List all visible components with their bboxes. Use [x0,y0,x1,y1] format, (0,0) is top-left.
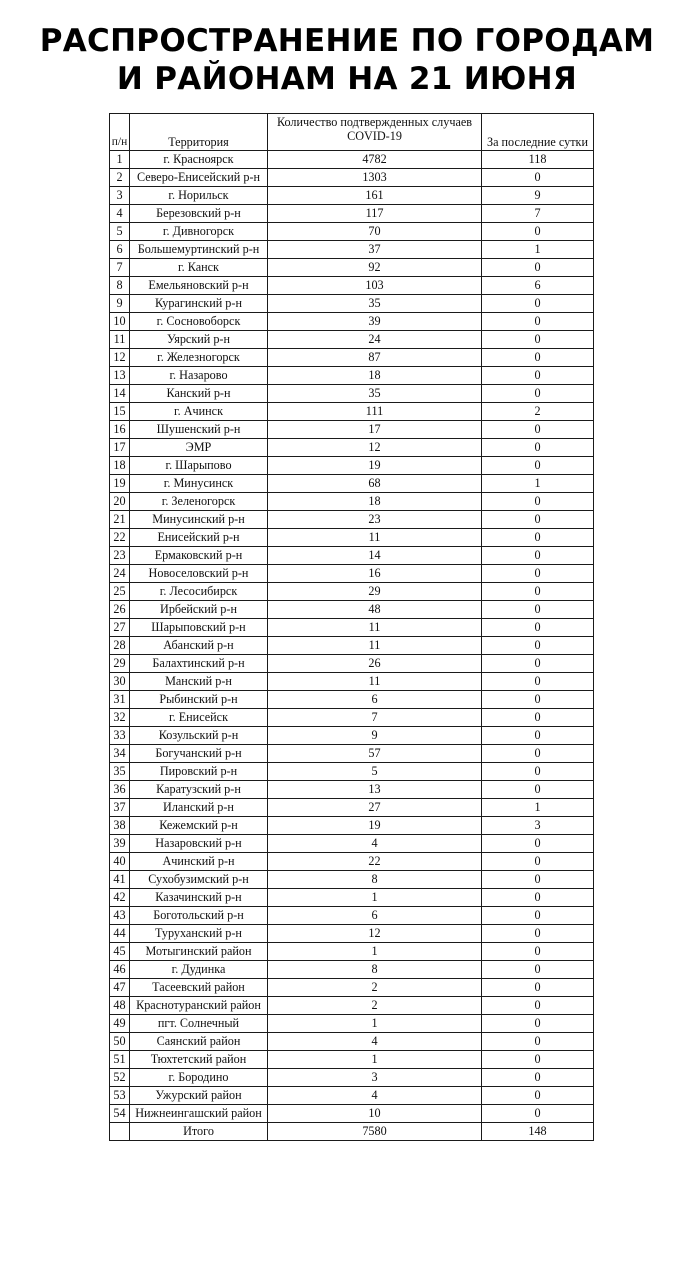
table-row [110,889,594,907]
table-row [110,421,594,439]
table-row [110,403,594,421]
header-num: п/н [110,114,130,151]
count-cell: 9 [268,727,482,745]
count-cell: 4 [268,1087,482,1105]
count-cell: 24 [268,331,482,349]
table-row [110,475,594,493]
table-row [110,547,594,565]
row-number: 46 [110,961,130,979]
row-number: 31 [110,691,130,709]
territory-cell: Пировский р-н [130,763,268,781]
last-day-cell: 0 [482,421,594,439]
row-number: 52 [110,1069,130,1087]
territory-cell: г. Сосновоборск [130,313,268,331]
last-day-cell: 1 [482,241,594,259]
count-cell: 2 [268,979,482,997]
territory-cell: г. Енисейск [130,709,268,727]
territory-cell: Большемуртинский р-н [130,241,268,259]
count-cell: 103 [268,277,482,295]
territory-cell: г. Красноярск [130,151,268,169]
territory-cell: г. Дудинка [130,961,268,979]
count-cell: 111 [268,403,482,421]
row-number: 39 [110,835,130,853]
last-day-cell: 0 [482,1051,594,1069]
row-number: 22 [110,529,130,547]
territory-cell: г. Норильск [130,187,268,205]
last-day-cell: 0 [482,511,594,529]
table-row [110,313,594,331]
count-cell: 11 [268,673,482,691]
row-number: 14 [110,385,130,403]
row-number: 21 [110,511,130,529]
count-cell: 23 [268,511,482,529]
territory-cell: Манский р-н [130,673,268,691]
row-number: 25 [110,583,130,601]
territory-cell: Боготольский р-н [130,907,268,925]
last-day-cell: 0 [482,781,594,799]
last-day-cell: 0 [482,385,594,403]
count-cell: 8 [268,871,482,889]
territory-cell: Канский р-н [130,385,268,403]
total-row [110,1123,594,1141]
last-day-cell: 118 [482,151,594,169]
last-day-cell: 0 [482,1087,594,1105]
count-cell: 39 [268,313,482,331]
count-cell: 1 [268,1051,482,1069]
last-day-cell: 0 [482,1069,594,1087]
row-number: 27 [110,619,130,637]
row-number: 5 [110,223,130,241]
last-day-cell: 0 [482,907,594,925]
row-number: 16 [110,421,130,439]
table-row [110,583,594,601]
count-cell: 11 [268,619,482,637]
count-cell: 19 [268,457,482,475]
table-row [110,349,594,367]
last-day-cell: 0 [482,259,594,277]
territory-cell: Уярский р-н [130,331,268,349]
table-row [110,673,594,691]
last-day-cell: 0 [482,835,594,853]
table-row [110,439,594,457]
territory-cell: г. Ачинск [130,403,268,421]
territory-cell: Богучанский р-н [130,745,268,763]
table-row [110,961,594,979]
table-row [110,763,594,781]
row-number: 48 [110,997,130,1015]
table-row [110,367,594,385]
table-row [110,1015,594,1033]
count-cell: 11 [268,529,482,547]
count-cell: 17 [268,421,482,439]
last-day-cell: 0 [482,997,594,1015]
row-number: 40 [110,853,130,871]
table-row [110,979,594,997]
territory-cell: Тасеевский район [130,979,268,997]
count-cell: 35 [268,385,482,403]
table-row [110,169,594,187]
table-row [110,259,594,277]
territory-cell: Сухобузимский р-н [130,871,268,889]
row-number: 17 [110,439,130,457]
table-row [110,727,594,745]
table-row [110,619,594,637]
row-number: 3 [110,187,130,205]
count-cell: 16 [268,565,482,583]
count-cell: 1 [268,1015,482,1033]
territory-cell: Шушенский р-н [130,421,268,439]
row-number: 50 [110,1033,130,1051]
table-row [110,385,594,403]
last-day-cell: 7 [482,205,594,223]
last-day-cell: 0 [482,547,594,565]
row-number: 28 [110,637,130,655]
last-day-cell: 0 [482,637,594,655]
count-cell: 2 [268,997,482,1015]
count-cell: 1303 [268,169,482,187]
table-row [110,529,594,547]
count-cell: 4 [268,1033,482,1051]
count-cell: 37 [268,241,482,259]
total-label: Итого [130,1123,268,1141]
header-count: Количество подтвержденных случаев COVID-19 [268,114,482,151]
table-row [110,745,594,763]
row-number: 24 [110,565,130,583]
table-row [110,637,594,655]
count-cell: 4782 [268,151,482,169]
table-row [110,925,594,943]
territory-cell: Емельяновский р-н [130,277,268,295]
table-row [110,1033,594,1051]
table-row [110,565,594,583]
territory-cell: г. Дивногорск [130,223,268,241]
territory-cell: ЭМР [130,439,268,457]
table-footer [110,1123,594,1141]
count-cell: 161 [268,187,482,205]
territory-cell: Рыбинский р-н [130,691,268,709]
row-number: 44 [110,925,130,943]
last-day-cell: 0 [482,979,594,997]
row-number: 2 [110,169,130,187]
table-row [110,241,594,259]
table-row [110,331,594,349]
page-title-line-2: И РАЙОНАМ НА 21 ИЮНЯ [116,61,578,97]
last-day-cell: 0 [482,709,594,727]
territory-cell: пгт. Солнечный [130,1015,268,1033]
table-row [110,223,594,241]
territory-cell: Ирбейский р-н [130,601,268,619]
row-number: 10 [110,313,130,331]
total-count: 7580 [268,1123,482,1141]
table-row [110,691,594,709]
count-cell: 4 [268,835,482,853]
last-day-cell: 0 [482,1015,594,1033]
table-row [110,781,594,799]
row-number: 35 [110,763,130,781]
territory-cell: Иланский р-н [130,799,268,817]
last-day-cell: 0 [482,763,594,781]
last-day-cell: 0 [482,1105,594,1123]
count-cell: 8 [268,961,482,979]
territory-cell: Северо-Енисейский р-н [130,169,268,187]
last-day-cell: 0 [482,439,594,457]
count-cell: 10 [268,1105,482,1123]
territory-cell: Нижнеингашский район [130,1105,268,1123]
last-day-cell: 0 [482,331,594,349]
last-day-cell: 0 [482,601,594,619]
last-day-cell: 0 [482,313,594,331]
last-day-cell: 0 [482,367,594,385]
count-cell: 18 [268,367,482,385]
count-cell: 48 [268,601,482,619]
row-number: 34 [110,745,130,763]
territory-cell: г. Бородино [130,1069,268,1087]
last-day-cell: 0 [482,223,594,241]
row-number: 18 [110,457,130,475]
last-day-cell: 0 [482,673,594,691]
count-cell: 7 [268,709,482,727]
count-cell: 27 [268,799,482,817]
row-number: 11 [110,331,130,349]
territory-cell: Казачинский р-н [130,889,268,907]
total-last-day: 148 [482,1123,594,1141]
row-number: 13 [110,367,130,385]
territory-cell: Козульский р-н [130,727,268,745]
row-number: 32 [110,709,130,727]
row-number: 7 [110,259,130,277]
row-number: 12 [110,349,130,367]
last-day-cell: 0 [482,169,594,187]
table-row [110,205,594,223]
table-row [110,1051,594,1069]
last-day-cell: 0 [482,493,594,511]
row-number: 1 [110,151,130,169]
page-title-line-1: РАСПРОСТРАНЕНИЕ ПО ГОРОДАМ [39,23,655,59]
territory-cell: Новоселовский р-н [130,565,268,583]
last-day-cell: 0 [482,943,594,961]
last-day-cell: 0 [482,655,594,673]
table-row [110,709,594,727]
last-day-cell: 0 [482,691,594,709]
table-row [110,943,594,961]
table-row [110,907,594,925]
last-day-cell: 0 [482,871,594,889]
row-number: 30 [110,673,130,691]
row-number: 47 [110,979,130,997]
territory-cell: Шарыповский р-н [130,619,268,637]
count-cell: 3 [268,1069,482,1087]
last-day-cell: 0 [482,349,594,367]
count-cell: 22 [268,853,482,871]
territory-cell: г. Минусинск [130,475,268,493]
territory-cell: Курагинский р-н [130,295,268,313]
territory-cell: Ужурский район [130,1087,268,1105]
table-row [110,655,594,673]
last-day-cell: 0 [482,529,594,547]
count-cell: 92 [268,259,482,277]
table-row [110,1069,594,1087]
row-number: 4 [110,205,130,223]
table-row [110,277,594,295]
count-cell: 70 [268,223,482,241]
header-territory: Территория [130,114,268,151]
table-row [110,871,594,889]
count-cell: 29 [268,583,482,601]
row-number: 6 [110,241,130,259]
territory-cell: Березовский р-н [130,205,268,223]
territory-cell: Каратузский р-н [130,781,268,799]
row-number: 23 [110,547,130,565]
territory-cell: г. Зеленогорск [130,493,268,511]
territory-cell: Ермаковский р-н [130,547,268,565]
territory-cell: Туруханский р-н [130,925,268,943]
row-number: 8 [110,277,130,295]
count-cell: 68 [268,475,482,493]
count-cell: 117 [268,205,482,223]
last-day-cell: 0 [482,727,594,745]
count-cell: 1 [268,943,482,961]
row-number: 54 [110,1105,130,1123]
territory-cell: Балахтинский р-н [130,655,268,673]
table-row [110,835,594,853]
territory-cell: Тюхтетский район [130,1051,268,1069]
table-row [110,1087,594,1105]
row-number: 42 [110,889,130,907]
territory-cell: Саянский район [130,1033,268,1051]
total-num-cell [110,1123,130,1141]
count-cell: 57 [268,745,482,763]
last-day-cell: 0 [482,565,594,583]
last-day-cell: 0 [482,961,594,979]
table-row [110,493,594,511]
count-cell: 13 [268,781,482,799]
row-number: 29 [110,655,130,673]
count-cell: 14 [268,547,482,565]
row-number: 37 [110,799,130,817]
row-number: 51 [110,1051,130,1069]
territory-cell: г. Лесосибирск [130,583,268,601]
table-row [110,799,594,817]
last-day-cell: 0 [482,1033,594,1051]
territory-cell: г. Канск [130,259,268,277]
table-row [110,817,594,835]
territory-cell: Мотыгинский район [130,943,268,961]
table-row [110,457,594,475]
row-number: 45 [110,943,130,961]
last-day-cell: 0 [482,619,594,637]
table-row [110,997,594,1015]
territory-cell: Ачинский р-н [130,853,268,871]
territory-cell: Абанский р-н [130,637,268,655]
last-day-cell: 0 [482,925,594,943]
last-day-cell: 1 [482,799,594,817]
table-body [110,151,594,1123]
header-last-day: За последние сутки [482,114,594,151]
table-header [110,114,594,151]
last-day-cell: 9 [482,187,594,205]
table-row [110,511,594,529]
territory-cell: г. Шарыпово [130,457,268,475]
row-number: 38 [110,817,130,835]
territory-cell: Краснотуранский район [130,997,268,1015]
last-day-cell: 0 [482,889,594,907]
count-cell: 19 [268,817,482,835]
last-day-cell: 2 [482,403,594,421]
count-cell: 18 [268,493,482,511]
row-number: 43 [110,907,130,925]
covid-cases-table [109,113,594,1141]
table-row [110,853,594,871]
table-row [110,151,594,169]
count-cell: 11 [268,637,482,655]
last-day-cell: 0 [482,745,594,763]
table-row [110,187,594,205]
territory-cell: Кежемский р-н [130,817,268,835]
last-day-cell: 0 [482,295,594,313]
row-number: 15 [110,403,130,421]
last-day-cell: 0 [482,457,594,475]
row-number: 41 [110,871,130,889]
table-row [110,601,594,619]
territory-cell: г. Железногорск [130,349,268,367]
table-header-row [110,114,594,151]
table-row [110,1105,594,1123]
territory-cell: Енисейский р-н [130,529,268,547]
row-number: 53 [110,1087,130,1105]
row-number: 49 [110,1015,130,1033]
count-cell: 12 [268,439,482,457]
count-cell: 6 [268,691,482,709]
table-row [110,295,594,313]
page-title [0,22,694,98]
row-number: 33 [110,727,130,745]
count-cell: 26 [268,655,482,673]
row-number: 19 [110,475,130,493]
row-number: 26 [110,601,130,619]
row-number: 36 [110,781,130,799]
count-cell: 5 [268,763,482,781]
last-day-cell: 0 [482,583,594,601]
last-day-cell: 6 [482,277,594,295]
territory-cell: г. Назарово [130,367,268,385]
territory-cell: Минусинский р-н [130,511,268,529]
count-cell: 35 [268,295,482,313]
count-cell: 1 [268,889,482,907]
count-cell: 12 [268,925,482,943]
count-cell: 6 [268,907,482,925]
last-day-cell: 3 [482,817,594,835]
count-cell: 87 [268,349,482,367]
row-number: 9 [110,295,130,313]
last-day-cell: 1 [482,475,594,493]
row-number: 20 [110,493,130,511]
last-day-cell: 0 [482,853,594,871]
territory-cell: Назаровский р-н [130,835,268,853]
